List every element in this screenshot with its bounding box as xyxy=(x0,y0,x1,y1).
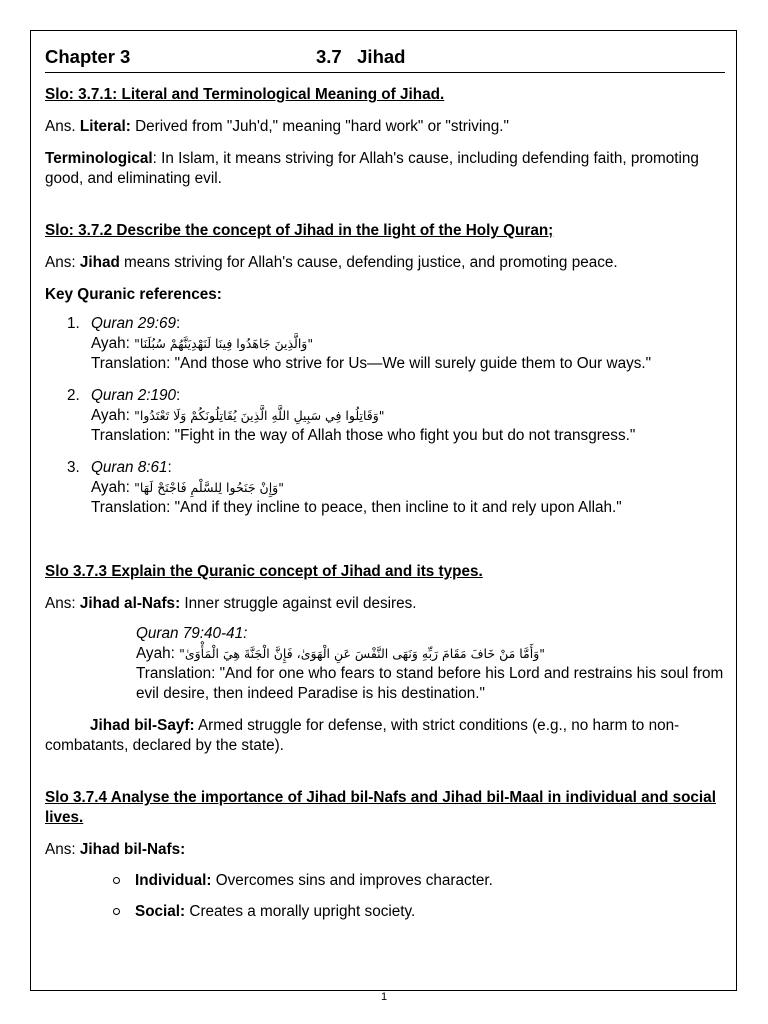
ayah-label: Ayah: xyxy=(136,645,180,662)
slo-3-7-3-heading: Slo 3.7.3 Explain the Quranic concept of Jihad and its types. xyxy=(45,563,483,580)
bullet-text: Overcomes sins and improves character. xyxy=(211,872,493,889)
nafs-answer xyxy=(45,594,725,614)
quran-reference: Quran 8:61 xyxy=(91,459,168,476)
list-item xyxy=(45,871,725,891)
literal-label: Literal: xyxy=(79,118,131,135)
quran-reference: Quran 2:190 xyxy=(91,387,177,404)
sayf-text: Armed struggle for defense, with strict conditions (e.g., no harm to non-combatants, declared by the state). xyxy=(45,717,680,754)
list-item xyxy=(45,386,725,446)
terminological-label: Terminological xyxy=(45,150,153,167)
document-body xyxy=(45,44,725,922)
slo-3-7-2-heading: Slo: 3.7.2 Describe the concept of Jihad in the light of the Holy Quran; xyxy=(45,222,554,239)
ayah-label: Ayah: xyxy=(91,335,135,352)
ayah-label: Ayah: xyxy=(91,407,135,424)
key-references-heading: Key Quranic references: xyxy=(45,286,222,303)
nafs-importance-answer xyxy=(45,840,725,860)
quran-references-list xyxy=(45,314,725,518)
jihad-term: Jihad xyxy=(79,254,120,271)
ayah-translation: Translation: "And for one who fears to stand before his Lord and restrains his soul from evil desire, then indeed Paradise is his destination." xyxy=(136,665,724,702)
ans-prefix: Ans: xyxy=(45,254,80,271)
terminological-answer xyxy=(45,149,725,189)
importance-bullets xyxy=(45,871,725,922)
nafs-label: Jihad al-Nafs: xyxy=(79,595,181,612)
slo-3-7-1-heading: Slo: 3.7.1: Literal and Terminological Meaning of Jihad. xyxy=(45,86,445,103)
page-number: 1 xyxy=(380,991,388,1003)
item-number: 2. xyxy=(67,387,80,404)
nafs-importance-label: Jihad bil-Nafs: xyxy=(79,841,186,858)
item-number: 3. xyxy=(67,459,80,476)
terminological-text: : In Islam, it means striving for Allah's cause, including defending faith, promoting good, and eliminating evil. xyxy=(45,150,699,187)
jihad-definition: means striving for Allah's cause, defending justice, and promoting peace. xyxy=(119,254,618,271)
ayah-arabic: "وَأَمَّا مَنْ خَافَ مَقَامَ رَبِّهِ وَنَهَى النَّفْسَ عَنِ الْهَوَىٰ، فَإِنَّ الْجَنَّةَ هِيَ الْمَأْوَىٰ" xyxy=(179,646,546,661)
ayah-translation: Translation: "And if they incline to peace, then incline to it and rely upon Allah." xyxy=(91,499,622,516)
jihad-answer xyxy=(45,253,725,273)
ayah-label: Ayah: xyxy=(91,479,135,496)
ref-colon: : xyxy=(167,459,172,476)
bullet-label: Social: xyxy=(135,903,186,920)
list-item xyxy=(45,314,725,374)
chapter-label: Chapter 3 xyxy=(45,46,131,67)
item-number: 1. xyxy=(67,315,80,332)
ans-prefix: Ans: xyxy=(45,595,80,612)
list-item xyxy=(45,902,725,922)
ref-colon: : xyxy=(176,387,181,404)
ans-prefix: Ans: xyxy=(45,841,80,858)
bullet-text: Creates a morally upright society. xyxy=(185,903,416,920)
literal-text: Derived from "Juh'd," meaning "hard work" or "striving." xyxy=(130,118,509,135)
literal-answer xyxy=(45,117,725,137)
ayah-arabic: "وَإِنْ جَنَحُوا لِلسَّلْمِ فَاجْنَحْ لَهَا" xyxy=(134,480,284,495)
sayf-paragraph xyxy=(45,716,725,756)
nafs-reference-block xyxy=(45,624,725,704)
ans-prefix: Ans. xyxy=(45,118,80,135)
bullet-circle-icon xyxy=(113,908,120,915)
bullet-circle-icon xyxy=(113,877,120,884)
bullet-label: Individual: xyxy=(135,872,212,889)
slo-3-7-4-heading: Slo 3.7.4 Analyse the importance of Jihad bil-Nafs and Jihad bil-Maal in individual and social lives. xyxy=(45,789,716,826)
ayah-translation: Translation: "And those who strive for Us—We will surely guide them to Our ways." xyxy=(91,355,652,372)
section-title: 3.7 Jihad xyxy=(316,46,406,67)
chapter-header xyxy=(45,44,725,73)
ref-colon: : xyxy=(176,315,181,332)
sayf-label: Jihad bil-Sayf: xyxy=(90,717,195,734)
nafs-text: Inner struggle against evil desires. xyxy=(180,595,417,612)
list-item xyxy=(45,458,725,518)
ayah-translation: Translation: "Fight in the way of Allah those who fight you but do not transgress." xyxy=(91,427,636,444)
ayah-arabic: "وَالَّذِينَ جَاهَدُوا فِينَا لَنَهْدِيَنَّهُمْ سُبُلَنَا" xyxy=(134,336,314,351)
quran-reference: Quran 29:69 xyxy=(91,315,177,332)
ayah-arabic: "وَقَاتِلُوا فِي سَبِيلِ اللَّهِ الَّذِينَ يُقَاتِلُونَكُمْ وَلَا تَعْتَدُوا" xyxy=(134,408,385,423)
quran-reference: Quran 79:40-41: xyxy=(136,625,248,642)
